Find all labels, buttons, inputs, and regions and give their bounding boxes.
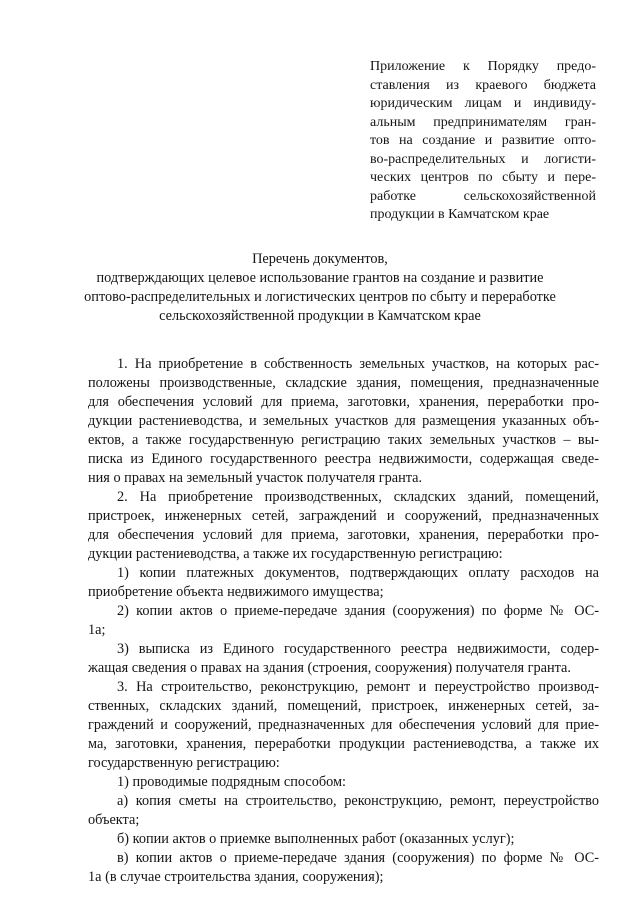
- title-line: оптово-распределительных и логистических центров по сбыту и переработке: [84, 289, 556, 305]
- item-2-3-line: 3) выписка из Единого государственного реестра недвижимости, содер-: [117, 641, 599, 657]
- item-2-1-line: 1) копии платежных документов, подтверждающих оплату расходов на: [117, 565, 599, 581]
- item-2-1-line: приобретение объекта недвижимого имущества;: [88, 584, 384, 600]
- paragraph-1-line: писка из Единого государственного реестра недвижимости, содержащая сведе-: [88, 451, 599, 467]
- item-2-3-line: жащая сведения о правах на здания (строения, сооружения) получателя гранта.: [88, 660, 571, 676]
- title-line: Перечень документов,: [252, 251, 388, 267]
- paragraph-2-line: дукции растениеводства, а также их государственную регистрацию:: [88, 546, 503, 562]
- title-line: подтверждающих целевое использование грантов на создание и развитие: [96, 270, 544, 286]
- item-2-2-line: 1а;: [88, 622, 106, 638]
- paragraph-1-line: положены производственные, складские здания, помещения, предназначенные: [88, 375, 599, 391]
- paragraph-1-line: для обеспечения условий для приема, заготовки, хранения, переработки про-: [88, 394, 599, 410]
- appendix-line: Приложение к Порядку предо-: [370, 59, 596, 74]
- appendix-line: ставления из краевого бюджета: [370, 77, 596, 93]
- appendix-line: продукции в Камчатском крае: [370, 207, 550, 222]
- appendix-line: тов на создание и развитие опто-: [370, 133, 596, 148]
- appendix-line: ческих центров по сбыту и пере-: [370, 170, 596, 185]
- paragraph-3-line: ма, заготовки, хранения, переработки продукции растениеводства, а также их: [88, 736, 599, 752]
- item-3-1-b-line: б) копии актов о приемке выполненных работ (оказанных услуг);: [117, 831, 515, 847]
- paragraph-2-line: 2. На приобретение производственных, складских зданий, помещений,: [117, 489, 599, 505]
- paragraph-3-line: ственных, складских зданий, помещений, пристроек, инженерных сетей, за-: [88, 698, 599, 714]
- paragraph-3-line: 3. На строительство, реконструкцию, ремонт и переустройство производ-: [117, 679, 599, 695]
- item-3-1-line: 1) проводимые подрядным способом:: [117, 774, 347, 790]
- paragraph-1-line: 1. На приобретение в собственность земельных участков, на которых рас-: [117, 356, 599, 372]
- paragraph-3-line: граждений и сооружений, предназначенных для обеспечения условий для прие-: [88, 717, 599, 733]
- paragraph-1-line: ектов, а также государственную регистрацию таких земельных участков – вы-: [88, 432, 599, 448]
- paragraph-3-line: государственную регистрацию:: [88, 755, 280, 771]
- paragraph-1-line: дукции растениеводства, и земельных участков для размещения указанных объ-: [88, 413, 599, 429]
- item-2-2-line: 2) копии актов о приеме-передаче здания (сооружения) по форме № ОС-: [117, 603, 599, 619]
- appendix-line: юридическим лицам и индивиду-: [370, 96, 596, 111]
- appendix-line: во-распределительных и логисти-: [370, 151, 596, 167]
- document-title: [40, 250, 600, 326]
- appendix-line: альным предпринимателям гран-: [370, 114, 596, 130]
- item-3-1-v-line: 1а (в случае строительства здания, сооружения);: [88, 869, 384, 885]
- paragraph-2-line: для обеспечения условий для приема, заготовки, хранения, переработки про-: [88, 527, 599, 543]
- item-3-1-v-line: в) копии актов о приеме-передаче здания (сооружения) по форме № ОС-: [117, 850, 599, 866]
- paragraph-2-line: пристроек, инженерных сетей, заграждений и сооружений, предназначенных: [88, 508, 599, 524]
- item-3-1-a-line: объекта;: [88, 812, 140, 828]
- appendix-note: [370, 58, 596, 225]
- title-line: сельскохозяйственной продукции в Камчатском крае: [159, 308, 481, 324]
- item-3-1-a-line: а) копия сметы на строительство, реконструкцию, ремонт, переустройство: [117, 793, 599, 809]
- document-body: [88, 355, 599, 887]
- paragraph-1-line: ния о правах на земельный участок получателя гранта.: [88, 470, 423, 486]
- appendix-line: работке сельскохозяйственной: [370, 188, 596, 204]
